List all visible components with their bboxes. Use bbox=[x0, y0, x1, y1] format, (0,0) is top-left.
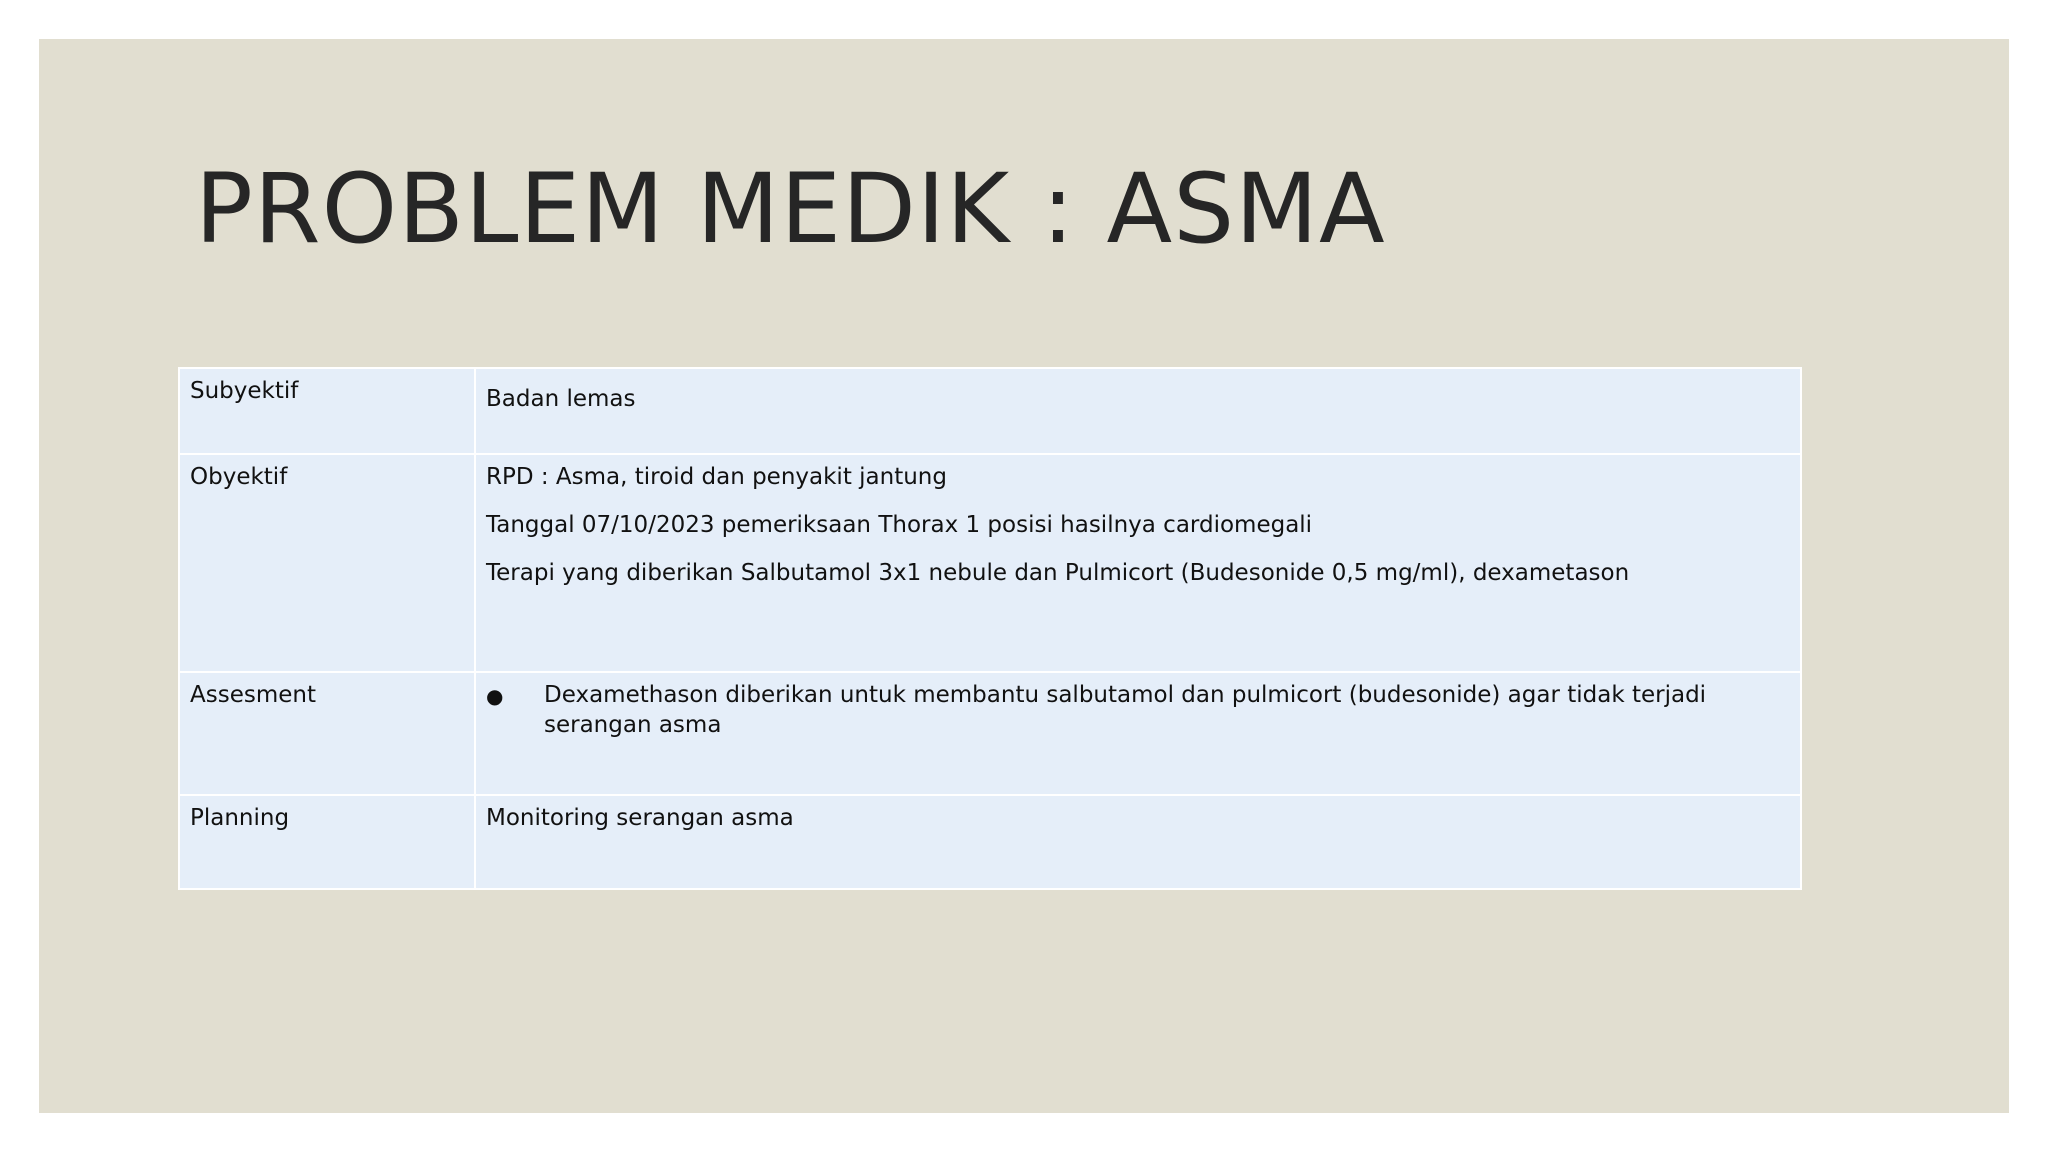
row-label-subyektif: Subyektif bbox=[179, 368, 475, 454]
table-row-assesment bbox=[179, 672, 1801, 795]
soap-table bbox=[178, 367, 1802, 890]
bullet-icon: ● bbox=[486, 684, 504, 708]
table-row-subyektif bbox=[179, 368, 1801, 454]
row-label-obyektif: Obyektif bbox=[179, 454, 475, 672]
list-item bbox=[486, 681, 1790, 741]
slide-title: PROBLEM MEDIK : ASMA bbox=[195, 153, 1386, 265]
obyektif-rpd-text: RPD : Asma, tiroid dan penyakit jantung bbox=[486, 464, 947, 490]
table-row-planning bbox=[179, 795, 1801, 889]
slide bbox=[39, 39, 2009, 1113]
row-label-assesment: Assesment bbox=[179, 672, 475, 795]
row-value-assesment bbox=[475, 672, 1801, 795]
subyektif-text: Badan lemas bbox=[486, 386, 636, 412]
planning-text: Monitoring serangan asma bbox=[486, 805, 794, 831]
obyektif-terapi-text: Terapi yang diberikan Salbutamol 3x1 nebule dan Pulmicort (Budesonide 0,5 mg/ml), dexametason bbox=[486, 559, 1630, 586]
table-row-obyektif bbox=[179, 454, 1801, 672]
assesment-bullet-text: Dexamethason diberikan untuk membantu salbutamol dan pulmicort (budesonide) agar tidak terjadi serangan asma bbox=[544, 682, 1707, 738]
row-value-obyektif bbox=[475, 454, 1801, 672]
row-value-subyektif bbox=[475, 368, 1801, 454]
obyektif-thorax-text: Tanggal 07/10/2023 pemeriksaan Thorax 1 posisi hasilnya cardiomegali bbox=[486, 511, 1313, 538]
row-value-planning bbox=[475, 795, 1801, 889]
row-label-planning: Planning bbox=[179, 795, 475, 889]
